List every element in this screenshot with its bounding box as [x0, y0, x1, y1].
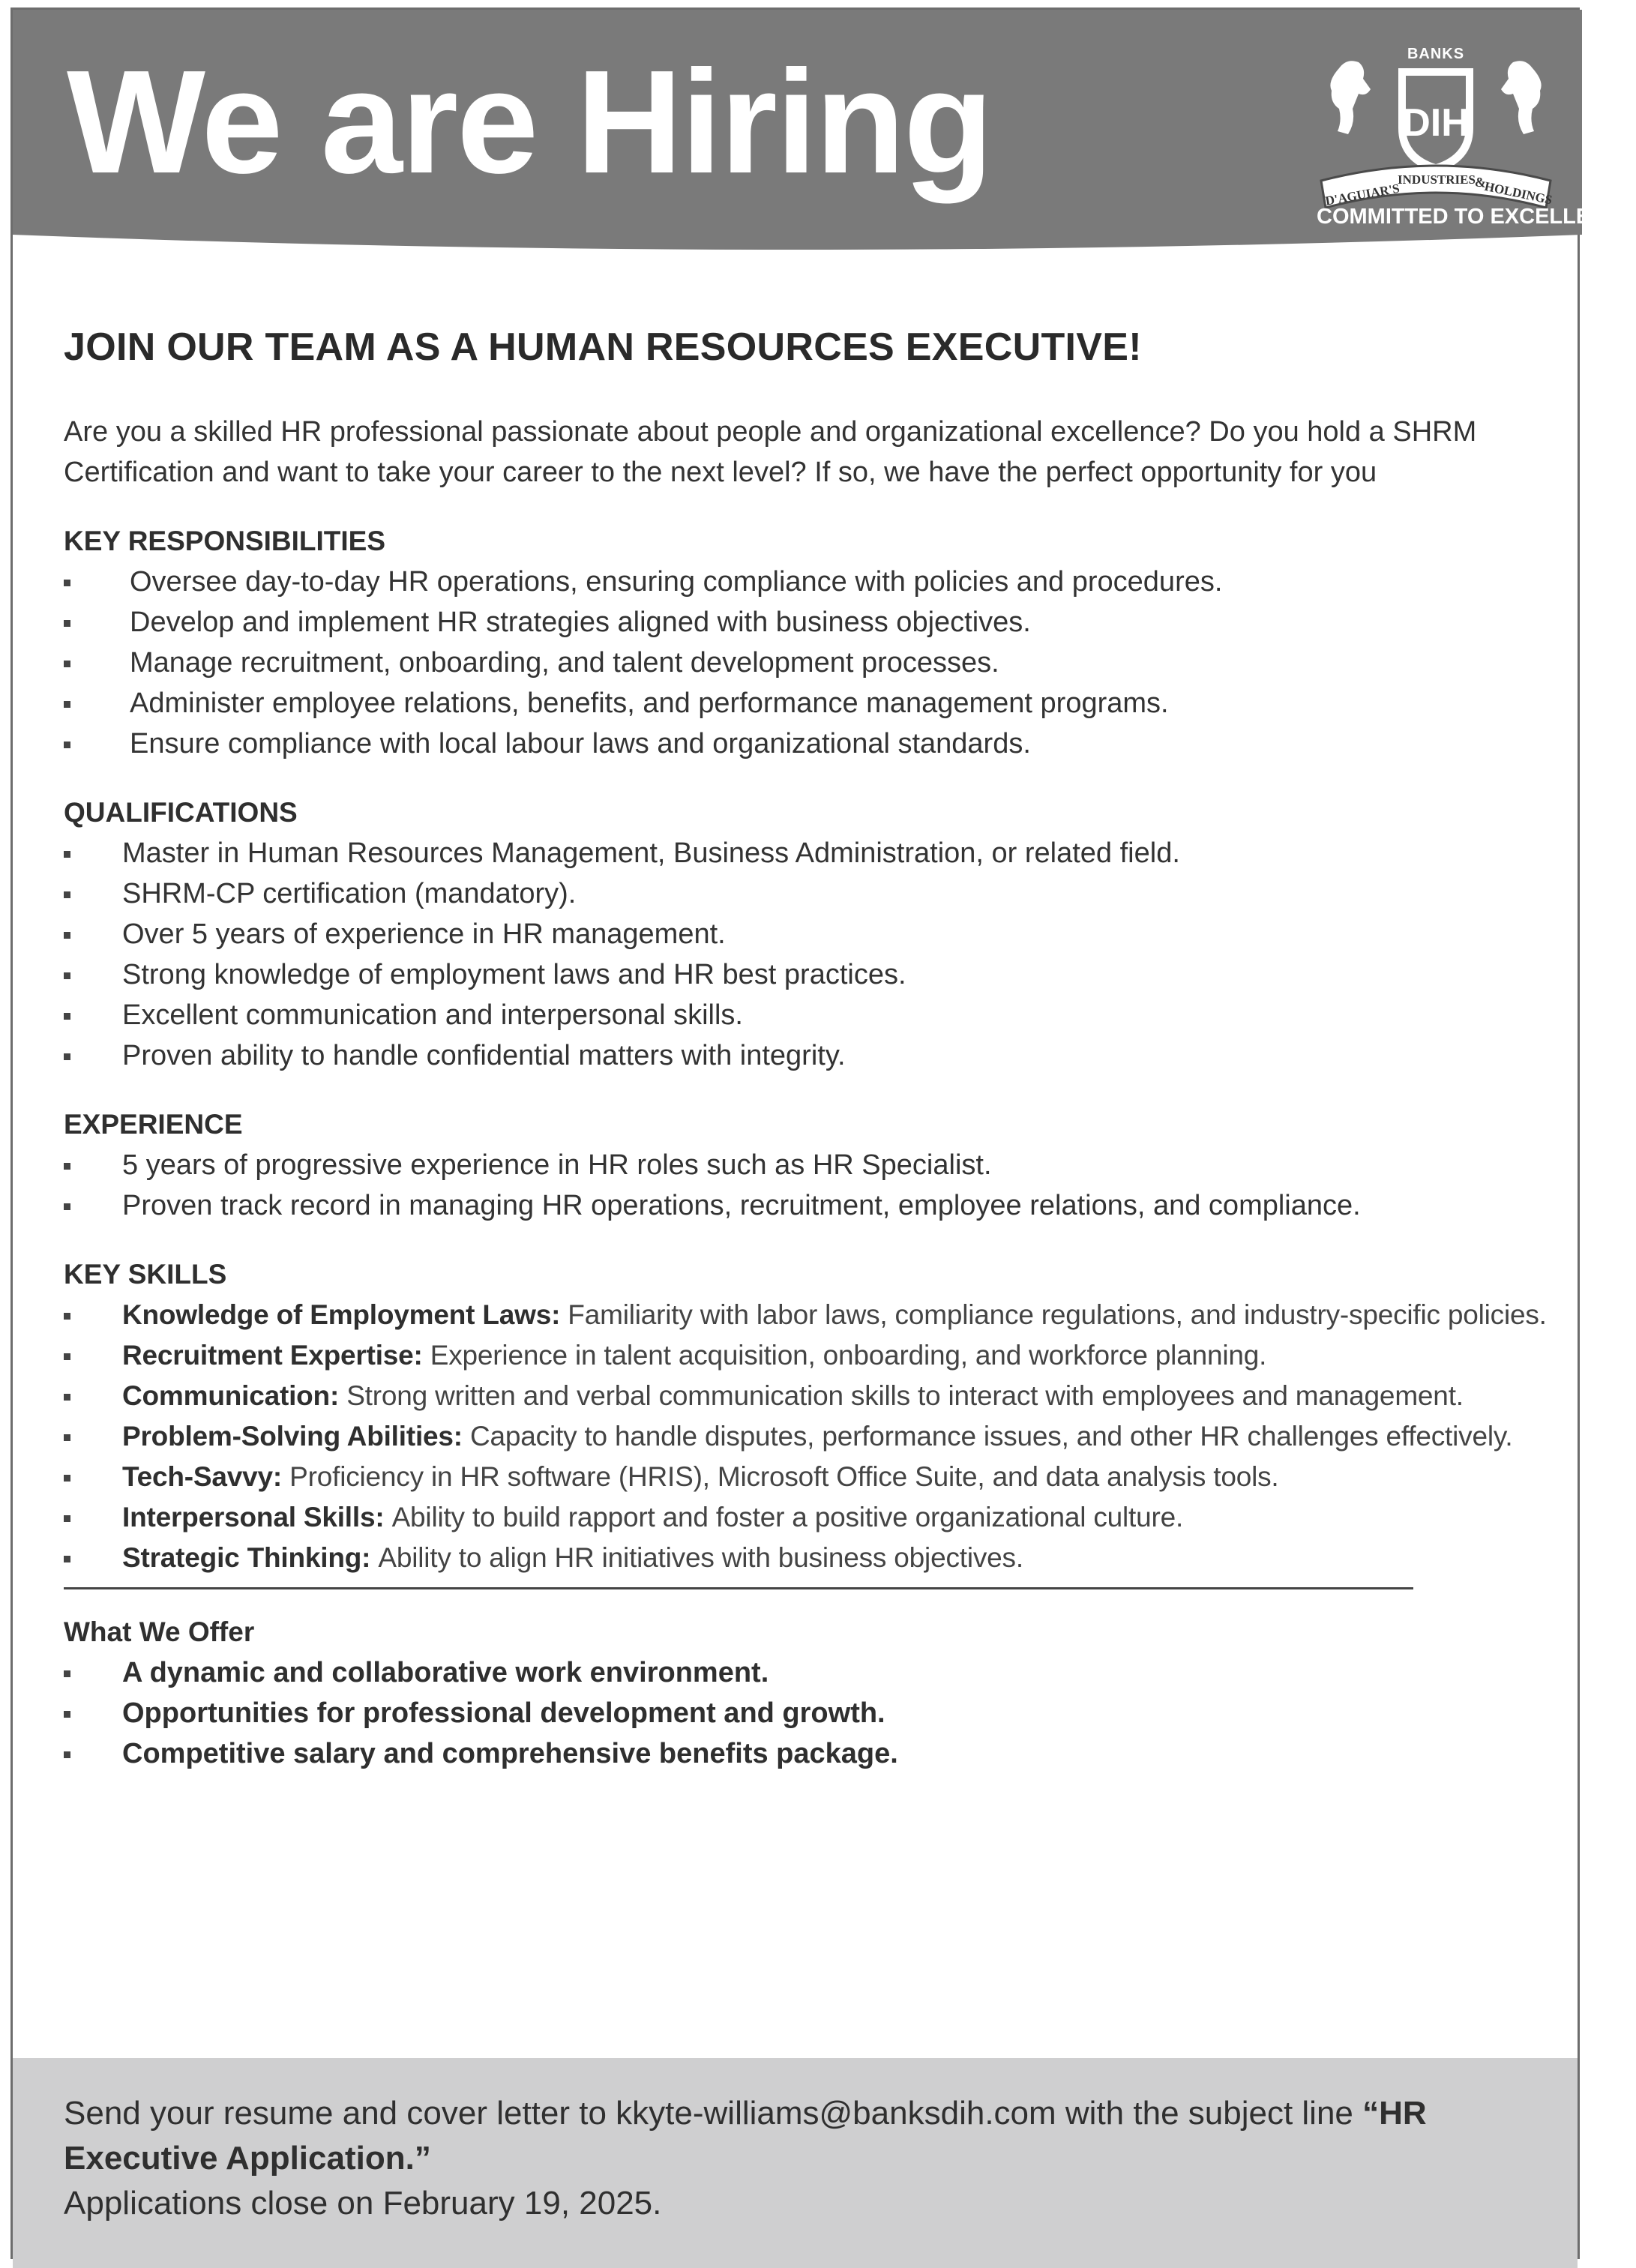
qualifications-heading: QUALIFICATIONS: [64, 797, 298, 828]
bullet-icon: [64, 1394, 70, 1401]
list-item: Interpersonal Skills: Ability to build rapport and foster a positive organizational culture.: [64, 1497, 1556, 1538]
svg-text:D'AGUIAR'S: D'AGUIAR'S: [1324, 181, 1401, 208]
closing-date: Applications close on February 19, 2025.: [64, 2185, 662, 2222]
svg-text:INDUSTRIES: INDUSTRIES: [1398, 172, 1476, 187]
job-title: JOIN OUR TEAM AS A HUMAN RESOURCES EXECUTIVE!: [64, 325, 1142, 369]
bullet-icon: [64, 1475, 70, 1482]
svg-text:DIH: DIH: [1402, 101, 1470, 145]
list-item: Oversee day-to-day HR operations, ensuring compliance with policies and procedures.: [64, 562, 1556, 602]
list-item: Strong knowledge of employment laws and HR best practices.: [64, 954, 1556, 995]
experience-list: [64, 1145, 1556, 1226]
bullet-icon: [64, 1203, 70, 1210]
bullet-icon: [64, 620, 70, 627]
headline: We are Hiring: [67, 40, 992, 204]
bullet-icon: [64, 1053, 70, 1060]
bullet-icon: [64, 1163, 70, 1170]
bullet-icon: [64, 742, 70, 748]
svg-text:HOLDINGS: HOLDINGS: [1483, 178, 1554, 208]
application-instructions: Send your resume and cover letter to kkyte-williams@banksdih.com with the subject line “HR Executive Application.” Applications close on February 19, 2025.: [64, 2095, 1427, 2222]
list-item: Competitive salary and comprehensive benefits package.: [64, 1733, 1556, 1774]
offer-list: [64, 1652, 1556, 1774]
list-item: SHRM-CP certification (mandatory).: [64, 873, 1556, 914]
bullet-icon: [64, 1711, 70, 1718]
bullet-icon: [64, 1751, 70, 1758]
bullet-icon: [64, 1013, 70, 1020]
bullet-icon: [64, 661, 70, 667]
list-item: 5 years of progressive experience in HR roles such as HR Specialist.: [64, 1145, 1556, 1185]
list-item: Master in Human Resources Management, Business Administration, or related field.: [64, 833, 1556, 873]
bullet-icon: [64, 1515, 70, 1522]
bullet-icon: [64, 1313, 70, 1320]
list-item: Administer employee relations, benefits, and performance management programs.: [64, 683, 1556, 724]
bullet-icon: [64, 1556, 70, 1562]
list-item: Knowledge of Employment Laws: Familiarity with labor laws, compliance regulations, and industry-specific policies.: [64, 1295, 1556, 1335]
header-banner: [13, 10, 1636, 280]
offer-heading: What We Offer: [64, 1616, 255, 1647]
list-item: Strategic Thinking: Ability to align HR initiatives with business objectives.: [64, 1538, 1556, 1578]
experience-heading: EXPERIENCE: [64, 1109, 243, 1140]
job-posting: [10, 7, 1636, 2259]
bullet-icon: [64, 580, 70, 586]
bullet-icon: [64, 851, 70, 858]
company-logo: [1317, 38, 1636, 241]
list-item: Proven ability to handle confidential matters with integrity.: [64, 1035, 1556, 1076]
list-item: Opportunities for professional development and growth.: [64, 1693, 1556, 1733]
svg-text:&: &: [1474, 174, 1488, 190]
bullet-icon: [64, 891, 70, 898]
responsibilities-list: [64, 562, 1556, 764]
bullet-icon: [64, 1353, 70, 1360]
responsibilities-heading: KEY RESPONSIBILITIES: [64, 526, 386, 556]
list-item: A dynamic and collaborative work environment.: [64, 1652, 1556, 1693]
list-item: Problem-Solving Abilities: Capacity to handle disputes, performance issues, and other HR challenges effectively.: [64, 1416, 1556, 1457]
list-item: Proven track record in managing HR operations, recruitment, employee relations, and compliance.: [64, 1185, 1556, 1226]
list-item: Recruitment Expertise: Experience in talent acquisition, onboarding, and workforce planning.: [64, 1335, 1556, 1376]
bullet-icon: [64, 972, 70, 979]
contact-email[interactable]: kkyte-williams@banksdih.com: [616, 2095, 1056, 2132]
logo-brand-top: BANKS: [1407, 46, 1465, 62]
email-subject: “HR Executive Application.”: [64, 2095, 1427, 2177]
logo-tagline: COMMITTED TO EXCELLENCE: [1317, 205, 1636, 229]
list-item: Over 5 years of experience in HR management.: [64, 914, 1556, 954]
section-divider: [64, 1587, 1413, 1589]
skills-list: [64, 1295, 1556, 1578]
list-item: Communication: Strong written and verbal communication skills to interact with employees and management.: [64, 1376, 1556, 1416]
intro-paragraph: Are you a skilled HR professional passionate about people and organizational excellence? Do you hold a SHRM Certification and want to take your career to the next level? If so, we have the perfect opportunity for you: [64, 416, 1477, 488]
list-item: Ensure compliance with local labour laws and organizational standards.: [64, 724, 1556, 764]
bullet-icon: [64, 1670, 70, 1677]
list-item: Develop and implement HR strategies aligned with business objectives.: [64, 602, 1556, 643]
list-item: Excellent communication and interpersonal skills.: [64, 995, 1556, 1035]
bullet-icon: [64, 932, 70, 939]
list-item: Tech-Savvy: Proficiency in HR software (HRIS), Microsoft Office Suite, and data analysis tools.: [64, 1457, 1556, 1497]
posting-body: [64, 325, 1556, 1802]
qualifications-list: [64, 833, 1556, 1076]
skills-heading: KEY SKILLS: [64, 1259, 227, 1290]
list-item: Manage recruitment, onboarding, and talent development processes.: [64, 643, 1556, 683]
application-footer: [13, 2058, 1578, 2268]
bullet-icon: [64, 1434, 70, 1441]
bullet-icon: [64, 701, 70, 708]
